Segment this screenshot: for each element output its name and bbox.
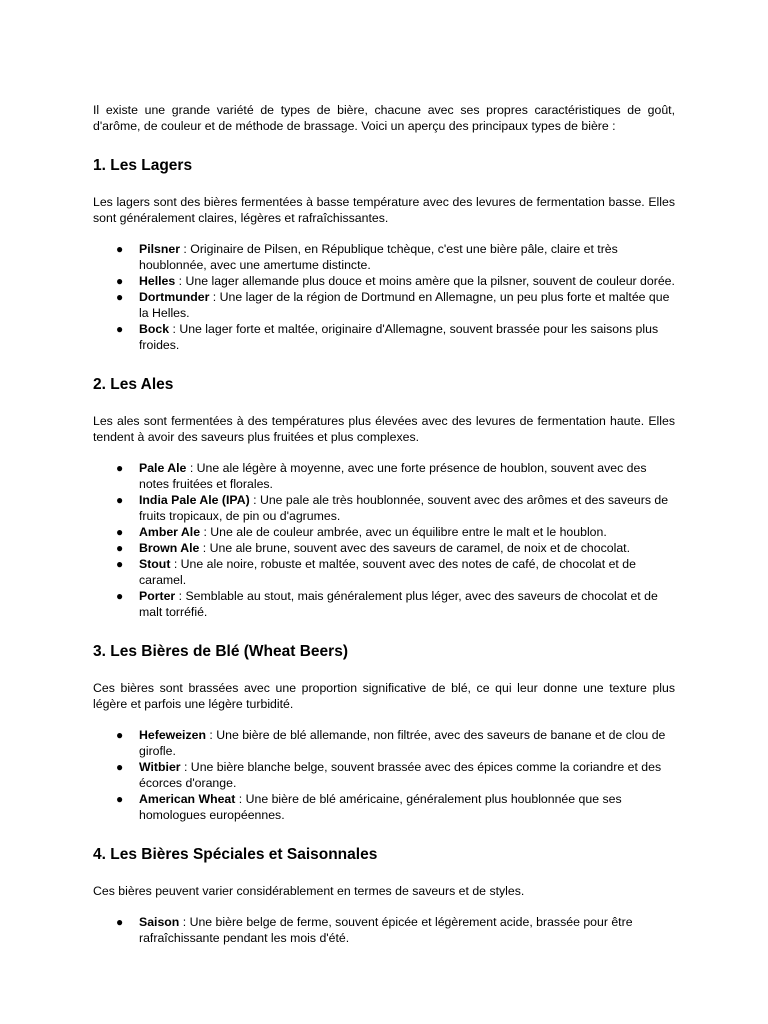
item-term: Hefeweizen xyxy=(139,728,206,742)
item-term: Witbier xyxy=(139,760,181,774)
bullet-icon: ● xyxy=(116,728,124,742)
list-item xyxy=(116,759,675,791)
list-item xyxy=(116,321,675,353)
item-text: : Une pale ale très houblonnée, souvent avec des arômes et des saveurs de fruits tropicaux, de pin ou d'agrumes. xyxy=(139,493,669,523)
list-item xyxy=(116,460,675,492)
bullet-icon: ● xyxy=(116,290,124,304)
list-item xyxy=(116,241,675,273)
intro-paragraph: Il existe une grande variété de types de bière, chacune avec ses propres caractéristiques de goût, d'arôme, de couleur et de méthode de brassage. Voici un aperçu des principaux types de bière : xyxy=(93,103,675,133)
item-term: Helles xyxy=(139,274,176,288)
section-description: Ces bières peuvent varier considérablement en termes de saveurs et de styles. xyxy=(93,884,525,898)
item-text: : Une lager forte et maltée, originaire d'Allemagne, souvent brassée pour les saisons plus froides. xyxy=(139,322,659,352)
item-term: Bock xyxy=(139,322,170,336)
item-text: : Une ale brune, souvent avec des saveurs de caramel, de noix et de chocolat. xyxy=(199,541,631,555)
section-heading: 3. Les Bières de Blé (Wheat Beers) xyxy=(93,643,348,660)
item-term: Dortmunder xyxy=(139,290,210,304)
section-description: Les ales sont fermentées à des températures plus élevées avec des levures de fermentation haute. Elles tendent à avoir des saveurs plus fruitées et plus complexes. xyxy=(93,414,675,444)
item-term: Brown Ale xyxy=(139,541,200,555)
beer-list xyxy=(93,241,675,353)
item-text: : Semblable au stout, mais généralement plus léger, avec des saveurs de chocolat et de malt torréfié. xyxy=(139,589,658,619)
item-text: : Une bière blanche belge, souvent brassée avec des épices comme la coriandre et des écorces d'orange. xyxy=(139,760,662,790)
list-item xyxy=(116,524,675,540)
section-heading: 2. Les Ales xyxy=(93,376,174,393)
list-item xyxy=(116,588,675,620)
bullet-icon: ● xyxy=(116,760,124,774)
item-text: : Une ale de couleur ambrée, avec un équilibre entre le malt et le houblon. xyxy=(200,525,607,539)
beer-list xyxy=(93,727,675,823)
list-item xyxy=(116,289,675,321)
bullet-icon: ● xyxy=(116,461,124,475)
item-text: : Une bière belge de ferme, souvent épicée et légèrement acide, brassée pour être rafraîchissante pendant les mois d'été. xyxy=(139,915,633,945)
item-text: : Une ale noire, robuste et maltée, souvent avec des notes de café, de chocolat et de caramel. xyxy=(139,557,636,587)
bullet-icon: ● xyxy=(116,274,124,288)
item-text: : Originaire de Pilsen, en République tchèque, c'est une bière pâle, claire et très houblonnée, avec une amertume distincte. xyxy=(139,242,618,272)
list-item xyxy=(116,914,675,946)
item-term: Stout xyxy=(139,557,171,571)
beer-list xyxy=(93,914,675,946)
item-text: : Une lager de la région de Dortmund en Allemagne, un peu plus forte et maltée que la Helles. xyxy=(139,290,670,320)
beer-list xyxy=(93,460,675,620)
list-item xyxy=(116,791,675,823)
bullet-icon: ● xyxy=(116,557,124,571)
section-heading: 4. Les Bières Spéciales et Saisonnales xyxy=(93,846,378,863)
bullet-icon: ● xyxy=(116,541,124,555)
item-term: Porter xyxy=(139,589,176,603)
section-wheat-beers xyxy=(93,642,675,823)
item-term: Pilsner xyxy=(139,242,181,256)
bullet-icon: ● xyxy=(116,242,124,256)
list-item xyxy=(116,492,675,524)
list-item xyxy=(116,556,675,588)
list-item xyxy=(116,727,675,759)
item-text: : Une bière de blé américaine, généralement plus houblonnée que ses homologues européennes. xyxy=(139,792,622,822)
bullet-icon: ● xyxy=(116,915,124,929)
section-lagers xyxy=(93,156,675,353)
section-heading: 1. Les Lagers xyxy=(93,157,193,174)
list-item xyxy=(116,273,675,289)
item-term: India Pale Ale (IPA) xyxy=(139,493,250,507)
section-description: Ces bières sont brassées avec une proportion significative de blé, ce qui leur donne une texture plus légère et parfois une légère turbidité. xyxy=(93,681,675,711)
item-term: American Wheat xyxy=(139,792,236,806)
bullet-icon: ● xyxy=(116,792,124,806)
item-text: : Une bière de blé allemande, non filtrée, avec des saveurs de banane et de clou de girofle. xyxy=(139,728,666,758)
item-term: Saison xyxy=(139,915,180,929)
section-special-seasonal xyxy=(93,845,675,946)
bullet-icon: ● xyxy=(116,589,124,603)
list-item xyxy=(116,540,675,556)
section-description: Les lagers sont des bières fermentées à basse température avec des levures de fermentation basse. Elles sont généralement claires, légères et rafraîchissantes. xyxy=(93,195,675,225)
section-ales xyxy=(93,375,675,620)
item-term: Pale Ale xyxy=(139,461,187,475)
bullet-icon: ● xyxy=(116,493,124,507)
bullet-icon: ● xyxy=(116,525,124,539)
bullet-icon: ● xyxy=(116,322,124,336)
item-text: : Une ale légère à moyenne, avec une forte présence de houblon, souvent avec des notes fruitées et florales. xyxy=(139,461,647,491)
item-term: Amber Ale xyxy=(139,525,201,539)
item-text: : Une lager allemande plus douce et moins amère que la pilsner, souvent de couleur dorée. xyxy=(175,274,675,288)
document-body xyxy=(93,102,675,946)
